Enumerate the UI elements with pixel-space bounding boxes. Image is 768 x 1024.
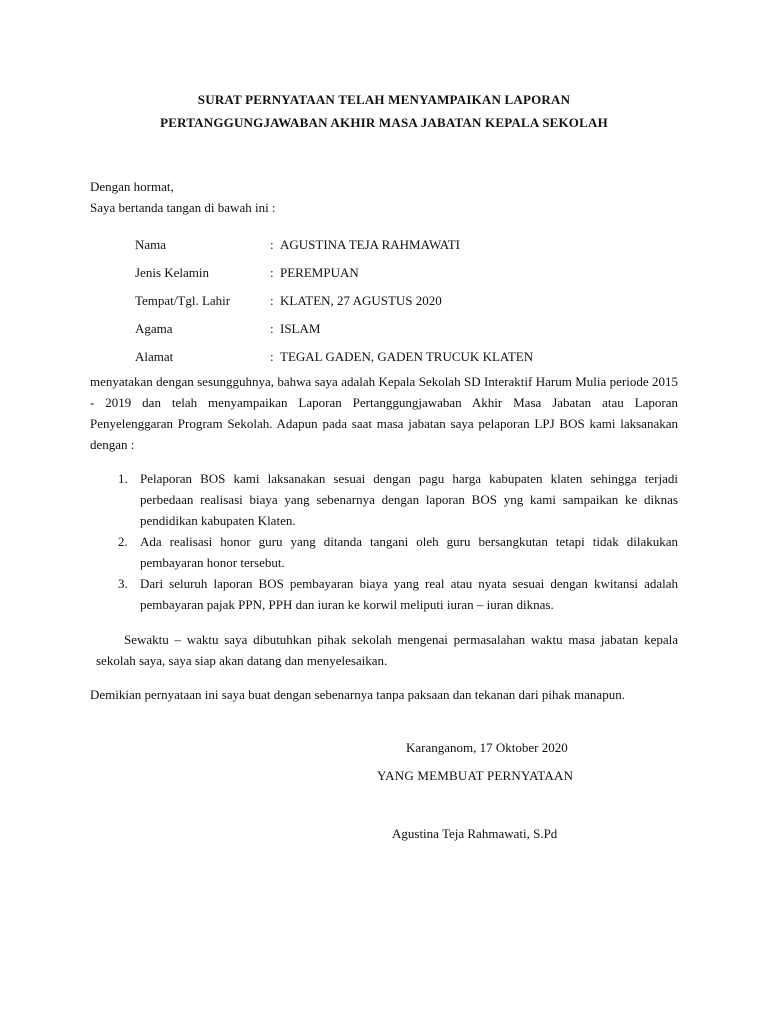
identity-colon: : [270,321,274,336]
list-item [90,573,678,615]
identity-value: ISLAM [280,321,321,336]
identity-block [135,231,695,371]
identity-label: Tempat/Tgl. Lahir [135,293,231,308]
identity-colon: : [270,265,274,280]
list-item-number: 2. [118,534,128,549]
identity-label: Agama [135,321,173,336]
identity-row-nama [135,231,695,259]
identity-row-tempat-tgl-lahir [135,287,695,315]
closing-paragraph: Demikian pernyataan ini saya buat dengan sebenarnya tanpa paksaan dan tekanan dari pihak manapun. [90,687,625,702]
identity-value: TEGAL GADEN, GADEN TRUCUK KLATEN [280,349,534,364]
availability-paragraph: Sewaktu – waktu saya dibutuhkan pihak sekolah mengenai permasalahan waktu masa jabatan kepala sekolah saya, saya siap akan datang dan menyelesaikan. [96,632,678,668]
identity-colon: : [270,293,274,308]
title-line-2: PERTANGGUNGJAWABAN AKHIR MASA JABATAN KEPALA SEKOLAH [160,115,608,130]
title-line-1: SURAT PERNYATAAN TELAH MENYAMPAIKAN LAPORAN [197,92,571,107]
signer-name: Agustina Teja Rahmawati, S.Pd [392,826,558,841]
identity-row-alamat [135,343,695,371]
identity-value: KLATEN, 27 AGUSTUS 2020 [280,293,442,308]
list-item-text: Ada realisasi honor guru yang ditanda tangani oleh guru bersangkutan tetapi tidak dilakukan pembayaran honor tersebut. [140,534,678,570]
list-item-number: 3. [118,576,128,591]
identity-value: PEREMPUAN [280,265,359,280]
list-item-text: Pelaporan BOS kami laksanakan sesuai dengan pagu harga kabupaten klaten sehingga terjadi perbedaan realisasi biaya yang sebenarnya dengan laporan BOS yng kami sampaikan ke diknas pendidikan kabupaten Klaten. [140,471,678,528]
list-item [90,531,678,573]
identity-row-agama [135,315,695,343]
identity-label: Alamat [135,349,174,364]
place-date: Karanganom, 17 Oktober 2020 [406,740,568,755]
identity-row-jenis-kelamin [135,259,695,287]
points-list [90,468,678,615]
identity-label: Nama [135,237,167,252]
identity-colon: : [270,237,274,252]
greeting: Dengan hormat, [90,179,174,194]
statement-paragraph: menyatakan dengan sesungguhnya, bahwa saya adalah Kepala Sekolah SD Interaktif Harum Mulia periode 2015 - 2019 dan telah menyampaikan Laporan Pertanggungjawaban Akhir Masa Jabatan atau Laporan Penyelenggaran Program Sekolah. Adapun pada saat masa jabatan saya pelaporan LPJ BOS kami laksanakan dengan : [90,374,678,452]
signature-heading: YANG MEMBUAT PERNYATAAN [377,768,574,783]
list-item [90,468,678,531]
intro-line: Saya bertanda tangan di bawah ini : [90,200,276,215]
identity-value: AGUSTINA TEJA RAHMAWATI [280,237,461,252]
list-item-text: Dari seluruh laporan BOS pembayaran biaya yang real atau nyata sesuai dengan kwitansi adalah pembayaran pajak PPN, PPH dan iuran ke korwil meliputi iuran – iuran diknas. [140,576,678,612]
identity-label: Jenis Kelamin [135,265,210,280]
list-item-number: 1. [118,471,128,486]
identity-colon: : [270,349,274,364]
